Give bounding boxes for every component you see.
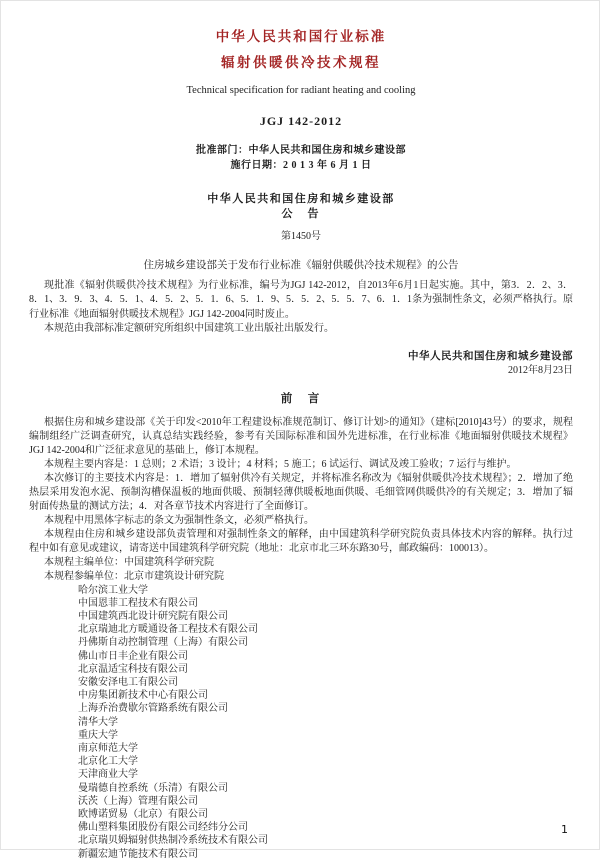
participant-organization: 欧博诺贸易（北京）有限公司 — [78, 809, 208, 821]
participant-organization: 沃茨（上海）管理有限公司 — [78, 795, 198, 807]
announcement-header — [29, 192, 573, 222]
participant-organization: 天津商业大学 — [78, 769, 138, 781]
foreword-heading: 前 言 — [280, 392, 322, 405]
participant-organization: 北京瑞迪北方暖通设备工程技术有限公司 — [78, 624, 258, 636]
effective-date: 施行日期：2 0 1 3 年 6 月 1 日 — [230, 160, 372, 171]
participant-organization: 佛山塑料集团股份有限公司经纬分公司 — [78, 822, 248, 834]
participant-organization: 哈尔滨工业大学 — [78, 584, 148, 596]
foreword-paragraph: 本规程中用黑体字标志的条文为强制性条文，必须严格执行。 — [44, 514, 314, 526]
chief-editor-line — [29, 556, 573, 570]
announcement-number: 第1450号 — [281, 231, 321, 242]
participant-organization: 中房集团新技术中心有限公司 — [78, 690, 208, 702]
participant-organization: 曼瑞德自控系统（乐清）有限公司 — [78, 782, 228, 794]
foreword-paragraph: 本规程主要内容是：1 总则；2 术语；3 设计；4 材料；5 施工；6 试运行、调试及竣工验收；7 运行与维护。 — [44, 458, 517, 470]
foreword-paragraph: 根据住房和城乡建设部《关于印发<2010年工程建设标准规范制订、修订计划>的通知》（建标[2010]43号）的要求，规程编制组经广泛调查研究，认真总结实践经验，参考有关国际标准和国外先进标准，在行业标准《地面辐射供暖技术规程》JGJ 142-2004和广泛征求意见的基础上，修订本规程。 — [29, 416, 573, 456]
participant-organization: 南京师范大学 — [78, 743, 138, 755]
participant-organization: 丹佛斯自动控制管理（上海）有限公司 — [78, 637, 248, 649]
participant-organization: 安徽安泽电工有限公司 — [78, 677, 178, 689]
participant-organization: 上海乔治费歇尔管路系统有限公司 — [78, 703, 228, 715]
standard-title-en: Technical specification for radiant heating and cooling — [186, 85, 416, 96]
participants-line — [29, 570, 573, 584]
announcement-authority: 中华人民共和国住房和城乡建设部 — [207, 193, 395, 205]
participant-organization: 北京温适宝科技有限公司 — [78, 663, 188, 675]
participant-organization: 新疆宏迪节能技术有限公司 — [78, 848, 198, 860]
participants-label: 本规程参编单位： — [44, 570, 124, 582]
signature-date: 2012年8月23日 — [508, 364, 573, 376]
page-number: 1 — [561, 823, 568, 836]
standard-title-cn: 辐射供暖供冷技术规程 — [221, 55, 381, 70]
participant-organization: 北京市建筑设计研究院 — [124, 570, 224, 582]
participant-organization: 北京瑞贝姆辐射供热制冷系统技术有限公司 — [78, 835, 268, 847]
chief-editor-label: 本规程主编单位： — [44, 556, 124, 568]
announcement-paragraph: 现批准《辐射供暖供冷技术规程》为行业标准，编号为JGJ 142-2012，自2013年6月1日起实施。其中，第3．2．2、3．8．1、3．9．3、4．5．1、4．5．2、5．1．6、5．1．9、5．5．2、5．5．7、6．1．1条为强制性条文，必须严格执行。原行业标准《地面辐射供暖技术规程》JGJ 142-2004同时废止。 — [29, 280, 573, 320]
participant-organization: 中国建筑西北设计研究院有限公司 — [78, 611, 228, 623]
participant-organization: 佛山市日丰企业有限公司 — [78, 650, 188, 662]
participant-organization: 中国恩菲工程技术有限公司 — [78, 597, 198, 609]
announcement-type: 公 告 — [281, 208, 321, 220]
standard-class-title: 中华人民共和国行业标准 — [215, 29, 387, 44]
foreword-paragraph: 本次修订的主要技术内容是：1．增加了辐射供冷有关规定，并将标准名称改为《辐射供暖供冷技术规程》；2．增加了绝热层采用发泡水泥、预制沟槽保温板的地面供暖、预制轻薄供暖板地面供暖、毛细管网供暖供冷的有关规定；3．增加了辐射面传热量的测试方法；4．对各章节技术内容进行了全面修订。 — [29, 472, 573, 512]
chief-editor-organization: 中国建筑科学研究院 — [124, 556, 214, 568]
announcement-paragraph: 本规范由我部标准定额研究所组织中国建筑工业出版社出版发行。 — [44, 323, 334, 335]
approval-department: 批准部门：中华人民共和国住房和城乡建设部 — [196, 145, 406, 156]
foreword-paragraph: 本规程由住房和城乡建设部负责管理和对强制性条文的解释，由中国建筑科学研究院负责具体技术内容的解释。执行过程中如有意见或建议，请寄送中国建筑科学研究院（地址：北京市北三环东路30号，邮政编码：100013）。 — [29, 528, 573, 554]
standard-code: JGJ 142-2012 — [259, 114, 343, 128]
participant-organization: 清华大学 — [78, 716, 118, 728]
announcement-title: 住房城乡建设部关于发布行业标准《辐射供暖供冷技术规程》的公告 — [143, 260, 459, 271]
approval-block — [29, 143, 573, 173]
participant-organization: 北京化工大学 — [78, 756, 138, 768]
participants-list — [29, 584, 573, 861]
participant-organization: 重庆大学 — [78, 729, 118, 741]
signature-authority: 中华人民共和国住房和城乡建设部 — [408, 350, 573, 362]
